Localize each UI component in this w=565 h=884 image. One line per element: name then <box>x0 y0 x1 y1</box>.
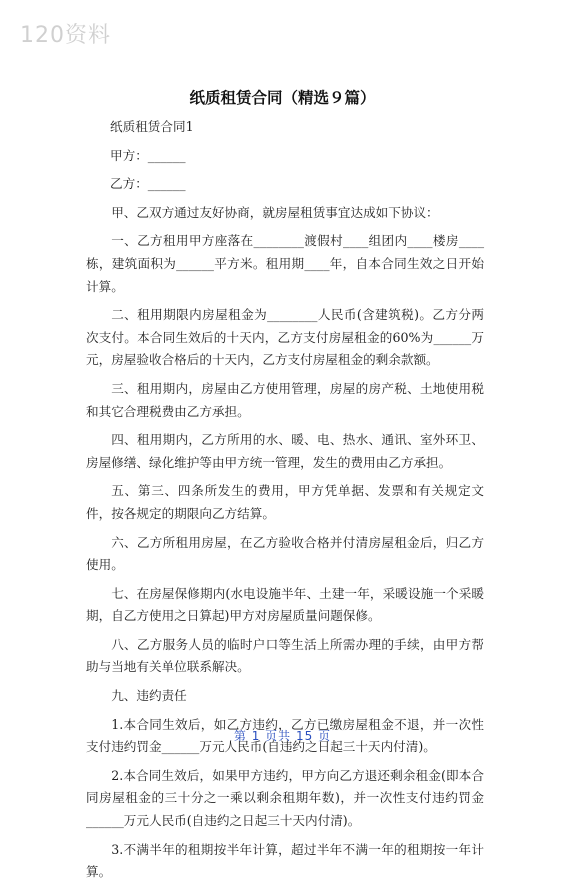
clause-4: 四、租用期内，乙方所用的水、暖、电、热水、通讯、室外环卫、房屋修缮、绿化维护等由甲方统一管理，发生的费用由乙方承担。 <box>86 432 484 470</box>
contract-heading: 纸质租赁合同1 <box>110 119 194 134</box>
page-number-footer: 第 1 页共 15 页 <box>233 729 332 743</box>
clause-5: 五、第三、四条所发生的费用，甲方凭单据、发票和有关规定文件，按各规定的期限向乙方结算。 <box>86 483 484 521</box>
clause-6: 六、乙方所租用房屋，在乙方验收合格并付清房屋租金后，归乙方使用。 <box>86 534 484 573</box>
clause-9-heading: 九、违约责任 <box>111 688 187 704</box>
clause-7: 七、在房屋保修期内(水电设施半年、土建一年，采暖设施一个采暖期，自乙方使用之日算起)甲方对房屋质量问题保修。 <box>86 585 484 624</box>
clause-9-item-2: 2.本合同生效后，如果甲方违约，甲方向乙方退还剩余租金(即本合同房屋租金的三十分之一乘以剩余租期年数)，并一次性支付违约罚金______万元人民币(自违约之日起三十天内付清)。 <box>86 767 484 829</box>
clause-8: 八、乙方服务人员的临时户口等生活上所需办理的手续，由甲方帮助与当地有关单位联系解决。 <box>86 636 484 675</box>
document-title: 纸质租赁合同（精选９篇） <box>189 89 376 107</box>
clause-9-item-3: 3.不满半年的租期按半年计算，超过半年不满一年的租期按一年计算。 <box>86 841 484 880</box>
watermark-logo: 120资料 <box>20 23 111 48</box>
party-b-line: 乙方：______ <box>110 176 186 192</box>
clause-9-item-1: 1.本合同生效后，如乙方违约，乙方已缴房屋租金不退，并一次性支付违约罚金______万元人民币(自违约之日起三十天内付清)。 <box>86 716 484 755</box>
clause-3: 三、租用期内，房屋由乙方使用管理，房屋的房产税、土地使用税和其它合理税费由乙方承担。 <box>86 380 484 419</box>
document-body <box>86 116 484 884</box>
clause-2: 二、租用期限内房屋租金为________人民币(含建筑税)。乙方分两次支付。本合同生效后的十天内，乙方支付房屋租金的60%为______万元，房屋验收合格后的十天内，乙方支付房屋租金的剩余款额。 <box>86 307 484 368</box>
clause-1: 一、乙方租用甲方座落在________渡假村____组团内____楼房____栋，建筑面积为______平方米。租用期____年，自本合同生效之日开始计算。 <box>86 233 484 294</box>
preamble-paragraph: 甲、乙双方通过友好协商，就房屋租赁事宜达成如下协议： <box>111 204 439 220</box>
party-a-line: 甲方：______ <box>110 147 186 163</box>
